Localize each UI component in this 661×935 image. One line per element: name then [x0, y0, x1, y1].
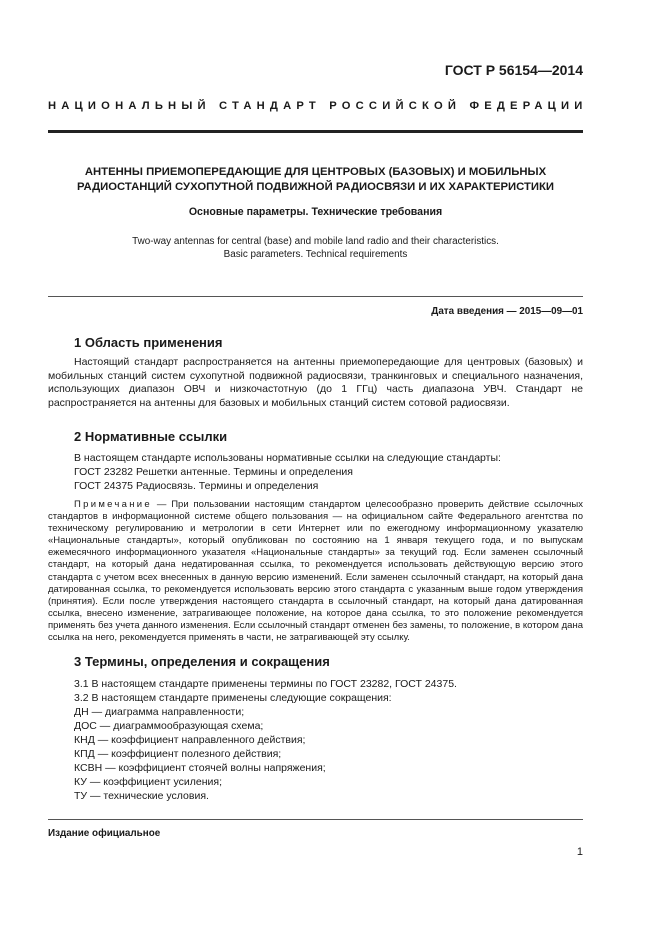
abbreviation-item: КПД — коэффициент полезного действия;	[74, 748, 282, 760]
abbreviation-item: ТУ — технические условия.	[74, 790, 209, 802]
section-1-text: Настоящий стандарт распространяется на антенны приемопередающие для центровых (базовых) и мобильных станций систем сухопутной подвижной радиосвязи, транкинговых и специального назначения, использующих диапазон ОВЧ и низкочастотную (до 1 ГГц) часть диапазона УВЧ. Стандарт не распространяется на антенны для базовых и мобильных станций систем сотовой радиосвязи.	[48, 356, 583, 409]
section-3-heading: 3 Термины, определения и сокращения	[74, 654, 330, 669]
reference-gost-23282: ГОСТ 23282 Решетки антенные. Термины и определения	[74, 466, 353, 478]
official-edition-label: Издание официальное	[48, 828, 161, 839]
abbreviation-item: КНД — коэффициент направленного действия;	[74, 734, 306, 746]
english-title-line-2: Basic parameters. Technical requirements	[223, 249, 408, 260]
page-number: 1	[576, 846, 583, 858]
abbreviation-item: ДН — диаграмма направленности;	[74, 706, 245, 718]
note-paragraph	[48, 499, 583, 644]
section-2-heading: 2 Нормативные ссылки	[74, 429, 228, 444]
note-label: Примечание	[74, 499, 152, 510]
header-rule	[48, 130, 583, 133]
title-rule	[48, 296, 583, 297]
clause-3-1: 3.1 В настоящем стандарте применены термины по ГОСТ 23282, ГОСТ 24375.	[74, 678, 457, 690]
english-title	[48, 235, 583, 261]
standard-number: ГОСТ Р 56154—2014	[444, 62, 583, 78]
introduction-date: Дата введения — 2015—09—01	[431, 306, 583, 317]
abbreviation-item: КУ — коэффициент усиления;	[74, 776, 223, 788]
document-subtitle: Основные параметры. Технические требования	[188, 206, 443, 218]
english-title-line-1: Two-way antennas for central (base) and mobile land radio and their characteristics.	[132, 236, 499, 247]
title-line-2: РАДИОСТАНЦИЙ СУХОПУТНОЙ ПОДВИЖНОЙ РАДИОСВЯЗИ И ИХ ХАРАКТЕРИСТИКИ	[76, 181, 555, 193]
national-standard-banner: НАЦИОНАЛЬНЫЙ СТАНДАРТ РОССИЙСКОЙ ФЕДЕРАЦИИ	[48, 100, 588, 112]
document-title	[48, 165, 583, 195]
footer-rule	[48, 819, 583, 820]
abbreviation-item: КСВН — коэффициент стоячей волны напряжения;	[74, 762, 326, 774]
section-2-intro: В настоящем стандарте использованы нормативные ссылки на следующие стандарты:	[74, 452, 501, 464]
clause-3-2: 3.2 В настоящем стандарте применены следующие сокращения:	[74, 692, 392, 704]
note-text: — При пользовании настоящим стандартом целесообразно проверить действие ссылочных стандартов в информационной системе общего пользования — на официальном сайте Федерального агентства по техническому регулированию и метрологии в сети Интернет или по ежегодному информационному указателю «Национальные стандарты», который опубликован по состоянию на 1 января текущего года, и по выпускам ежемесячного информационного указателя «Национальные стандарты» за текущий год. Если заменен ссылочный стандарт, на который дана недатированная ссылка, то рекомендуется использовать действующую версию этого стандарта с учетом всех внесенных в данную версию изменений. Если заменен ссылочный стандарт, на который дана датированная ссылка, то рекомендуется использовать версию этого стандарта с указанным выше годом утверждения (принятия). Если после утверждения настоящего стандарта в ссылочный стандарт, на который дана датированная ссылка, внесено изменение, затрагивающее положение, на которое дана ссылка, то это положение рекомендуется применять без учета данного изменения. Если ссылочный стандарт отменен без замены, то положение, в котором дана ссылка на него, рекомендуется применять в части, не затрагивающей эту ссылку.	[48, 499, 583, 644]
section-1-heading: 1 Область применения	[74, 335, 223, 350]
title-line-1: АНТЕННЫ ПРИЕМОПЕРЕДАЮЩИЕ ДЛЯ ЦЕНТРОВЫХ (БАЗОВЫХ) И МОБИЛЬНЫХ	[84, 166, 547, 178]
abbreviation-item: ДОС — диаграммообразующая схема;	[74, 720, 264, 732]
reference-gost-24375: ГОСТ 24375 Радиосвязь. Термины и определения	[74, 480, 319, 492]
